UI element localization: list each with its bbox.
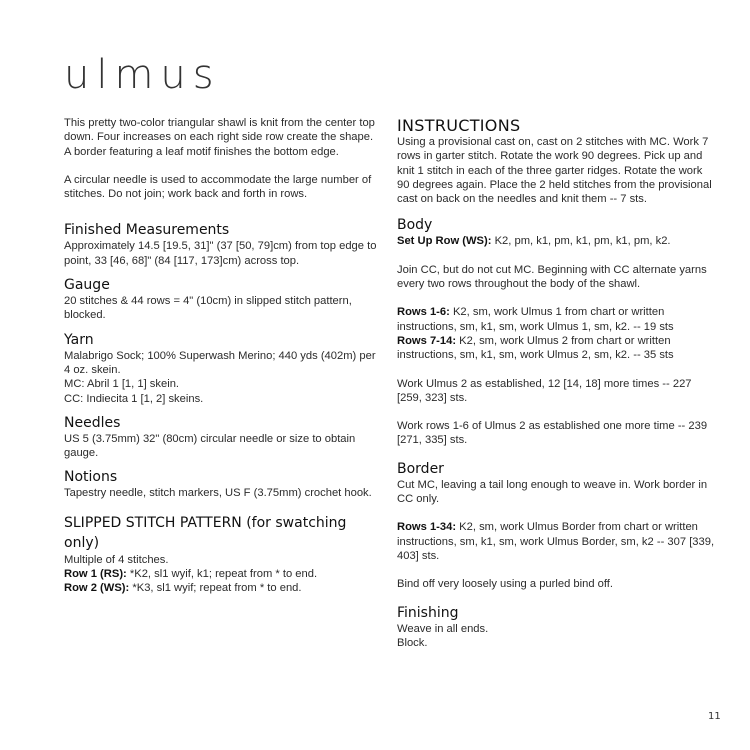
notions-text: Tapestry needle, stitch markers, US F (3.75mm) crochet hook. [64,487,372,500]
slipped-stitch-row-1 [64,567,382,581]
body-section [397,216,717,447]
right-column [397,116,717,658]
row-1-label: Row 1 (RS): [64,568,127,581]
left-column [64,116,382,604]
slipped-stitch-section [64,513,382,596]
needles-section [64,414,382,461]
page-number: 11 [708,711,721,722]
needles-text: US 5 (3.75mm) 32" (80cm) circular needle or size to obtain gauge. [64,432,356,460]
page-title: ulmus [64,52,221,98]
rows-7-14-label: Rows 7-14: [397,334,457,347]
instructions-heading: INSTRUCTIONS [397,116,521,135]
row-2-text: *K3, sl1 wyif; repeat from * to end. [129,582,302,595]
slipped-stitch-heading: SLIPPED STITCH PATTERN (for swatching only) [64,514,347,551]
rows-1-6-text: K2, sm, work Ulmus 1 from chart or written instructions, sm, k1, sm, work Ulmus 1, sm, k2. -- 19 sts [397,306,674,333]
intro-paragraph: This pretty two-color triangular shawl is knit from the center top down. Four increases on each right side row create the shape. A border featuring a leaf motif finishes the bottom edge. [64,117,375,158]
work-ulmus-2-text: Work Ulmus 2 as established, 12 [14, 18] more times -- 227 [259, 323] sts. [397,377,692,404]
yarn-heading: Yarn [64,331,94,348]
gauge-text: 20 stitches & 44 rows = 4" (10cm) in slipped stitch pattern, blocked. [64,295,352,322]
rows-7-14 [397,334,717,363]
border-section [397,460,717,592]
finishing-line-1: Weave in all ends. [397,622,489,635]
body-heading: Body [397,217,433,234]
finishing-line-2: Block. [397,636,428,649]
border-text: Cut MC, leaving a tail long enough to weave in. Work border in CC only. [397,478,708,506]
border-heading: Border [397,460,444,477]
finishing-heading: Finishing [397,604,459,621]
slipped-stitch-row-2 [64,581,382,595]
yarn-section [64,331,382,406]
finishing-section [397,604,717,651]
row-2-label: Row 2 (WS): [64,582,130,595]
gauge-section [64,276,382,323]
finished-measurements-text: Approximately 14.5 [19.5, 31]" (37 [50, 79]cm) from top edge to point, 33 [46, 68]" (84 [117, 173]cm) across top. [64,240,377,267]
intro-paragraph-2: A circular needle is used to accommodate the large number of stitches. Do not join; work back and forth in rows. [64,173,372,201]
bind-off-text: Bind off very loosely using a purled bind off. [397,578,614,591]
yarn-line-2: MC: Abril 1 [1, 1] skein. [64,378,180,391]
rows-1-34 [397,520,717,563]
join-cc-text: Join CC, but do not cut MC. Beginning with CC alternate yarns every two rows throughout the body of the shawl. [397,263,707,291]
finished-measurements-section [64,221,382,268]
notions-heading: Notions [64,469,118,486]
rows-1-34-text: K2, sm, work Ulmus Border from chart or written instructions, sm, k1, sm, work Ulmus Border, sm, k2 -- 307 [339, 403] sts. [397,521,715,562]
setup-row-text: K2, pm, k1, pm, k1, pm, k1, pm, k2. [491,235,671,248]
yarn-line-1: Malabrigo Sock; 100% Superwash Merino; 440 yds (402m) per 4 oz. skein. [64,349,376,376]
instructions-section [397,116,717,206]
instructions-text: Using a provisional cast on, cast on 2 stitches with MC. Work 7 rows in garter stitch. Rotate the work 90 degrees. Pick up and knit 1 stitch in each of the three garter ridges. Rotate the work 90 degrees again. Place the 2 held stitches from the provisional cast on back on the needles and knit them -- 7 sts. [397,136,712,206]
rows-1-6 [397,305,717,334]
work-rows-text: Work rows 1-6 of Ulmus 2 as established one more time -- 239 [271, 335] sts. [397,420,708,447]
needles-heading: Needles [64,414,121,431]
slipped-stitch-multiple: Multiple of 4 stitches. [64,553,169,566]
rows-7-14-text: K2, sm, work Ulmus 2 from chart or written instructions, sm, k1, sm, work Ulmus 2, sm, k2. -- 35 sts [397,334,674,362]
setup-row-label: Set Up Row (WS): [397,235,492,248]
row-1-text: *K2, sl1 wyif, k1; repeat from * to end. [126,568,318,581]
rows-1-34-label: Rows 1-34: [397,521,457,534]
yarn-line-3: CC: Indiecita 1 [1, 2] skeins. [64,392,204,405]
rows-1-6-label: Rows 1-6: [397,306,450,319]
finished-measurements-heading: Finished Measurements [64,222,230,239]
setup-row [397,234,717,248]
gauge-heading: Gauge [64,277,110,294]
notions-section [64,468,382,500]
